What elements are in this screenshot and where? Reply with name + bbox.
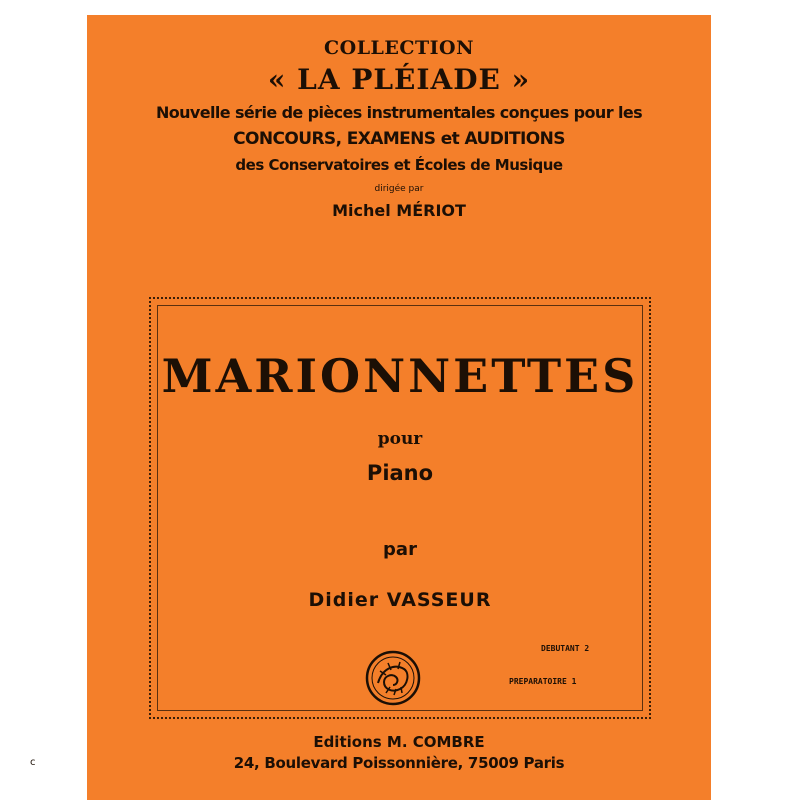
series-institutions: des Conservatoires et Écoles de Musique bbox=[235, 156, 563, 174]
collection-label: COLLECTION bbox=[324, 37, 474, 59]
composer-name: Didier VASSEUR bbox=[308, 589, 492, 611]
level-debutant: DEBUTANT 2 bbox=[541, 644, 590, 653]
score-cover bbox=[87, 15, 711, 800]
work-title: MARIONNETTES bbox=[161, 349, 639, 403]
publisher-address: 24, Boulevard Poissonnière, 75009 Paris bbox=[233, 754, 565, 772]
corner-mark: c bbox=[30, 757, 36, 768]
directed-by-label: dirigée par bbox=[374, 184, 424, 194]
publisher-name: Editions M. COMBRE bbox=[313, 733, 485, 751]
series-title: « LA PLÉIADE » bbox=[267, 63, 531, 96]
for-label: pour bbox=[377, 429, 423, 449]
instrument: Piano bbox=[366, 461, 434, 485]
title-frame bbox=[149, 297, 651, 719]
by-label: par bbox=[383, 539, 417, 560]
series-purpose: CONCOURS, EXAMENS et AUDITIONS bbox=[233, 129, 565, 149]
level-preparatoire: PREPARATOIRE 1 bbox=[509, 677, 577, 686]
series-director: Michel MÉRIOT bbox=[332, 201, 466, 220]
series-description: Nouvelle série de pièces instrumentales conçues pour les bbox=[155, 103, 643, 122]
publisher-logo-icon bbox=[364, 649, 422, 707]
